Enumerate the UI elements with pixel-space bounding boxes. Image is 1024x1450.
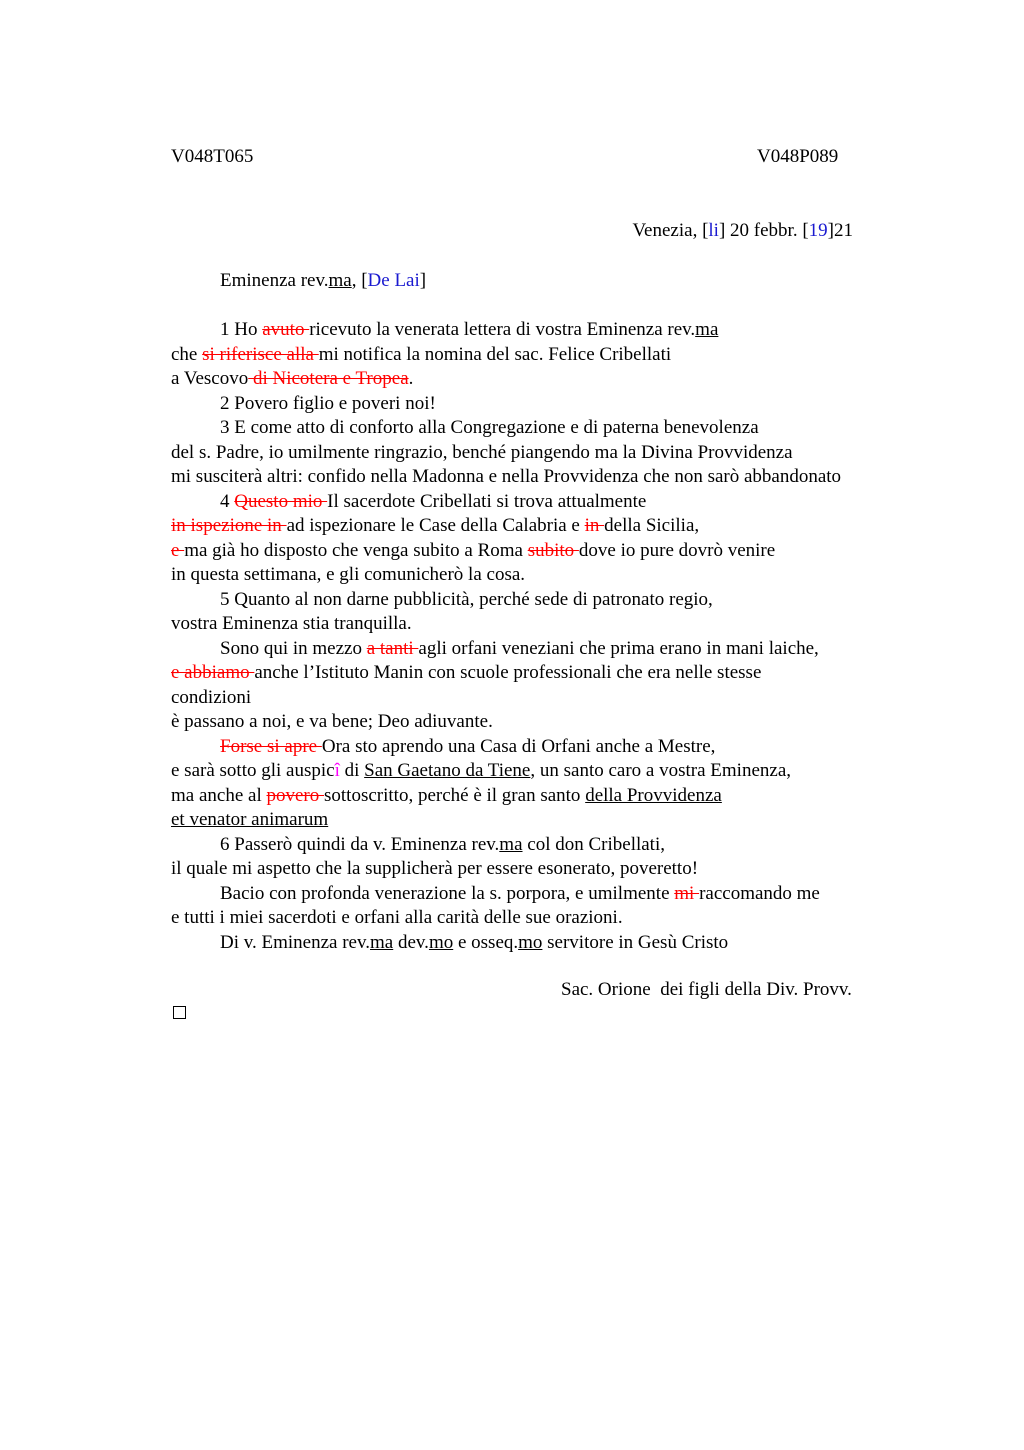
abbrev-superscript: ma bbox=[370, 931, 394, 953]
text: . bbox=[408, 368, 414, 389]
text: agli orfani veneziani che prima erano in mani laiche, bbox=[418, 637, 819, 659]
text: ad ispezionare le Case della Calabria e bbox=[286, 515, 585, 536]
deletion: povero bbox=[266, 784, 324, 806]
abbrev-superscript: ma bbox=[499, 833, 523, 855]
text-line bbox=[171, 318, 911, 343]
deletion: avuto bbox=[262, 319, 310, 340]
salutation bbox=[220, 270, 426, 292]
deletion: e bbox=[171, 539, 185, 561]
text: 6 Passerò quindi da v. Eminenza rev. bbox=[220, 833, 500, 855]
text: Ora sto aprendo una Casa di Orfani anche a Mestre, bbox=[321, 735, 716, 757]
text: Sono qui in mezzo bbox=[220, 637, 367, 659]
deletion: subito bbox=[527, 539, 579, 561]
salutation-close: ] bbox=[419, 270, 427, 291]
text: servitore in Gesù Cristo bbox=[542, 931, 729, 953]
text-line bbox=[171, 490, 911, 515]
text-line: 3 E come atto di conforto alla Congregazione e di paterna benevolenza bbox=[220, 417, 759, 438]
deletion: e abbiamo bbox=[171, 662, 255, 683]
abbrev-superscript: ma bbox=[328, 270, 352, 291]
text: dove io pure dovrò venire bbox=[578, 539, 776, 561]
text-line bbox=[171, 343, 911, 368]
text-line bbox=[171, 539, 911, 564]
text: Di v. Eminenza rev. bbox=[220, 931, 371, 953]
text-line bbox=[171, 735, 911, 760]
text: Bacio con profonda venerazione la s. porpora, e umilmente bbox=[220, 882, 675, 904]
text-line: 5 Quanto al non darne pubblicità, perché sede di patronato regio, bbox=[220, 588, 713, 610]
abbrev-superscript: mo bbox=[428, 931, 454, 953]
document-ref-left: V048T065 bbox=[171, 146, 254, 167]
abbrev-superscript: ma bbox=[695, 319, 719, 340]
underlined-text: et venator animarum bbox=[171, 809, 329, 830]
editorial-insert: li bbox=[708, 220, 719, 241]
text-line bbox=[171, 661, 911, 686]
editorial-insert: 19 bbox=[808, 220, 828, 241]
text: raccomando me bbox=[699, 882, 820, 904]
text: sottoscritto, perché è il gran santo bbox=[324, 784, 586, 806]
document-ref-right: V048P089 bbox=[757, 146, 839, 167]
text: ma anche al bbox=[171, 784, 267, 806]
text: e osseq. bbox=[453, 931, 519, 953]
dateline-place: Venezia, [ bbox=[632, 220, 709, 241]
text: di bbox=[339, 760, 365, 781]
text-line: del s. Padre, io umilmente ringrazio, benché piangendo ma la Divina Provvidenza bbox=[171, 441, 793, 463]
text: col don Cribellati, bbox=[522, 833, 665, 855]
deletion: si riferisce alla bbox=[202, 343, 319, 365]
text-line bbox=[171, 367, 911, 392]
text-line bbox=[171, 931, 911, 956]
deletion: mi bbox=[674, 882, 700, 904]
text-line: e tutti i miei sacerdoti e orfani alla carità delle sue orazioni. bbox=[171, 907, 623, 928]
text-line bbox=[171, 833, 911, 858]
text: 1 Ho bbox=[220, 319, 263, 340]
text-line: mi susciterà altri: confido nella Madonna e nella Provvidenza che non sarò abbandonato bbox=[171, 466, 842, 487]
signature: Sac. Orione dei figli della Div. Provv. bbox=[561, 979, 852, 1000]
salutation-sep: , [ bbox=[351, 270, 368, 291]
text: a Vescovo bbox=[171, 368, 249, 389]
text: ma già ho disposto che venga subito a Roma bbox=[184, 539, 528, 561]
deletion: in ispezione in bbox=[171, 515, 287, 536]
text-line bbox=[171, 514, 911, 539]
text: Il sacerdote Cribellati si trova attualmente bbox=[327, 490, 647, 512]
text-line bbox=[171, 637, 911, 662]
end-of-document-box-icon bbox=[173, 1006, 186, 1019]
dateline bbox=[632, 220, 853, 242]
salutation-text: Eminenza rev. bbox=[220, 270, 329, 291]
text-line: vostra Eminenza stia tranquilla. bbox=[171, 613, 412, 634]
text-line: il quale mi aspetto che la supplicherà per essere esonerato, poveretto! bbox=[171, 858, 699, 879]
text-line: è passano a noi, e va bene; Deo adiuvante. bbox=[171, 711, 493, 732]
text: e sarà sotto gli auspic bbox=[171, 760, 335, 781]
deletion: a tanti bbox=[366, 637, 419, 659]
dateline-day: ] 20 febbr. [ bbox=[718, 220, 809, 241]
letter-body bbox=[171, 318, 911, 955]
deletion: di Nicotera e Tropea bbox=[248, 368, 409, 389]
text-line bbox=[171, 784, 911, 809]
text-line: condizioni bbox=[171, 686, 252, 708]
underlined-text: della Provvidenza bbox=[585, 784, 722, 806]
text-line: in questa settimana, e gli comunicherò la cosa. bbox=[171, 564, 526, 585]
correction: î bbox=[334, 760, 340, 781]
text: anche l’Istituto Manin con scuole professionali che era nelle stesse bbox=[254, 662, 762, 683]
dateline-year: ]21 bbox=[827, 220, 853, 241]
deletion: in bbox=[584, 515, 605, 536]
text: ricevuto la venerata lettera di vostra Eminenza rev. bbox=[309, 319, 696, 340]
text-line bbox=[171, 808, 911, 833]
underlined-text: San Gaetano da Tiene bbox=[364, 760, 531, 781]
text: , un santo caro a vostra Eminenza, bbox=[530, 760, 792, 781]
abbrev-superscript: mo bbox=[518, 931, 543, 953]
deletion: Questo mio bbox=[234, 490, 328, 512]
text-line: 2 Povero figlio e poveri noi! bbox=[220, 392, 436, 414]
text: mi notifica la nomina del sac. Felice Cribellati bbox=[318, 343, 672, 365]
text: della Sicilia, bbox=[604, 515, 700, 536]
editorial-insert: De Lai bbox=[367, 270, 420, 291]
text-line bbox=[171, 759, 911, 784]
text-line bbox=[171, 882, 911, 907]
deletion: Forse si apre bbox=[220, 735, 322, 757]
text: dev. bbox=[393, 931, 429, 953]
text: 4 bbox=[220, 490, 235, 512]
text: che bbox=[171, 343, 203, 365]
